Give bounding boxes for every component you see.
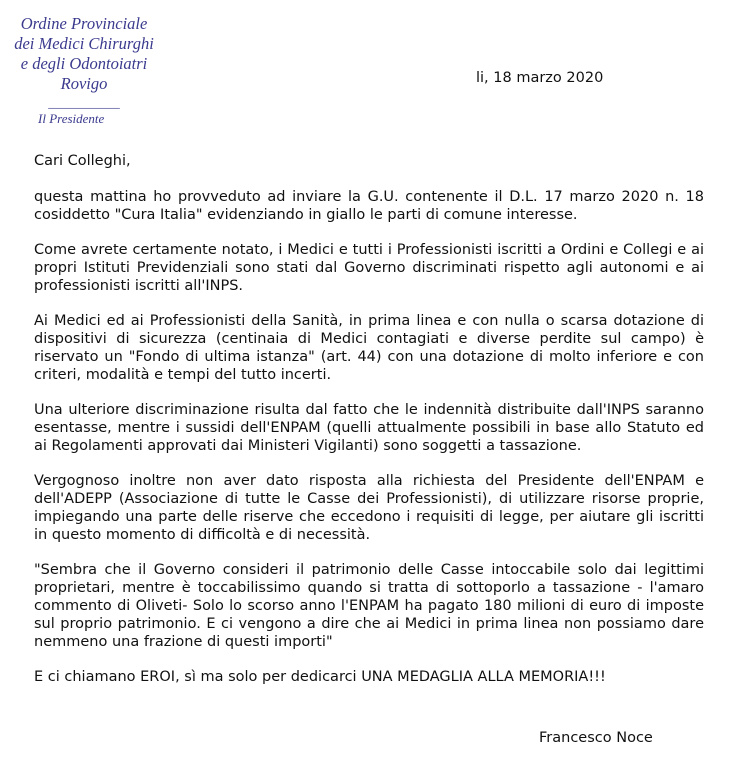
paragraph-7: E ci chiamano EROI, sì ma solo per dedicarci UNA MEDAGLIA ALLA MEMORIA!!! — [34, 669, 606, 685]
letterhead — [8, 14, 160, 128]
letterhead-line-2: dei Medici Chirurghi — [14, 34, 154, 53]
letterhead-line-3: e degli Odontoiatri — [20, 54, 148, 73]
letter-date: li, 18 marzo 2020 — [476, 70, 604, 86]
paragraph-6: "Sembra che il Governo consideri il patrimonio delle Casse intoccabile solo dai legittimi proprietari, mentre è toccabilissimo quando si tratta di sottoporlo a tassazione - l'amaro commento di Oliveti- Solo lo scorso anno l'ENPAM ha pagato 180 milioni di euro di imposte sul proprio patrimonio. E ci vengono a dire che ai Medici in prima linea non possiamo dare nemmeno una frazione di questi importi" — [34, 562, 704, 650]
letterhead-role: Il Presidente — [38, 111, 105, 126]
paragraph-1: questa mattina ho provveduto ad inviare la G.U. contenente il D.L. 17 marzo 2020 n. 18 cosiddetto "Cura Italia" evidenziando in giallo le parti di comune interesse. — [34, 189, 704, 223]
paragraph-2: Come avrete certamente notato, i Medici e tutti i Professionisti iscritti a Ordini e Collegi e ai propri Istituti Previdenziali sono stati dal Governo discriminati rispetto agli autonomi e ai professionisti iscritti all'INPS. — [34, 242, 704, 294]
letterhead-line-4: Rovigo — [60, 74, 108, 93]
paragraph-3: Ai Medici ed ai Professionisti della Sanità, in prima linea e con nulla o scarsa dotazione di dispositivi di sicurezza (centinaia di Medici contagiati e diverse perdite sul campo) è riservato un "Fondo di ultima istanza" (art. 44) con una dotazione di molto inferiore e con criteri, modalità e tempi del tutto incerti. — [34, 313, 704, 383]
letterhead-separator: ___________ — [48, 95, 120, 110]
letterhead-line-1: Ordine Provinciale — [20, 14, 148, 33]
signature: Francesco Noce — [539, 730, 653, 746]
letter-body — [34, 152, 704, 692]
paragraph-4: Una ulteriore discriminazione risulta dal fatto che le indennità distribuite dall'INPS saranno esentasse, mentre i sussidi dell'ENPAM (quelli attualmente possibili in base allo Statuto ed ai Regolamenti approvati dai Ministeri Vigilanti) sono soggetti a tassazione. — [34, 402, 704, 454]
greeting: Cari Colleghi, — [34, 153, 131, 169]
paragraph-5: Vergognoso inoltre non aver dato risposta alla richiesta del Presidente dell'ENPAM e dell'ADEPP (Associazione di tutte le Casse dei Professionisti), di utilizzare risorse proprie, impiegando una parte delle riserve che eccedono i requisiti di legge, per aiutare gli iscritti in questo momento di difficoltà e di necessità. — [34, 473, 704, 543]
